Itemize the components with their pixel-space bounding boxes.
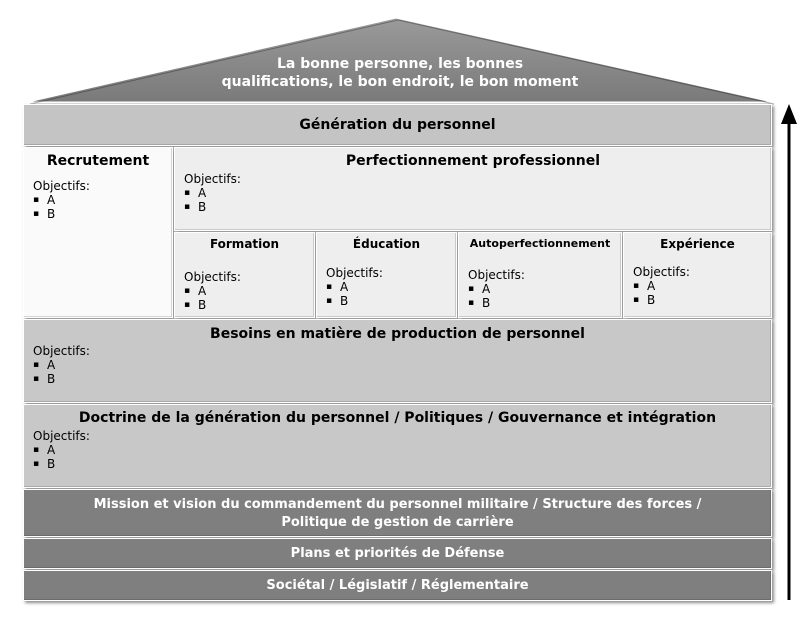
autoperfectionnement-panel <box>458 232 622 318</box>
societal-title: Sociétal / Législatif / Réglementaire <box>266 578 529 593</box>
upward-arrow-icon <box>781 104 797 600</box>
education-panel <box>316 232 457 318</box>
roof-line-1: La bonne personne, les bonnes <box>276 56 524 72</box>
autoperfectionnement-objectives <box>468 268 525 310</box>
experience-objectives <box>633 265 690 307</box>
list-item: ▪ B <box>33 207 90 221</box>
besoins-objectives <box>33 344 90 386</box>
list-item: ▪ A <box>33 443 90 457</box>
besoins-objectives-label: Objectifs: <box>33 344 90 358</box>
perfectionnement-objectives <box>184 172 241 214</box>
perfectionnement-panel <box>174 147 772 231</box>
doctrine-objectives-label: Objectifs: <box>33 429 90 443</box>
formation-panel <box>174 232 315 318</box>
experience-title: Expérience <box>660 237 735 251</box>
list-item: ▪ B <box>326 294 383 308</box>
doctrine-band <box>23 404 772 488</box>
perfectionnement-title: Perfectionnement professionnel <box>345 153 601 169</box>
formation-objectives-label: Objectifs: <box>184 270 241 284</box>
list-item: ▪ A <box>184 284 241 298</box>
autoperfectionnement-objectives-label: Objectifs: <box>468 268 525 282</box>
list-item: ▪ B <box>33 457 90 471</box>
besoins-band <box>23 319 772 403</box>
roof-caption <box>150 55 650 91</box>
list-item: ▪ A <box>33 193 90 207</box>
plans-title: Plans et priorités de Défense <box>290 546 505 561</box>
list-item: ▪ A <box>326 280 383 294</box>
list-item: ▪ B <box>633 293 690 307</box>
roof-line-2: qualifications, le bon endroit, le bon moment <box>221 74 579 90</box>
list-item: ▪ B <box>184 298 241 312</box>
education-objectives <box>326 266 383 308</box>
besoins-title: Besoins en matière de production de personnel <box>210 326 585 342</box>
plans-band <box>23 538 772 569</box>
list-item: ▪ A <box>184 186 241 200</box>
experience-panel <box>623 232 772 318</box>
mission-line-2: Politique de gestion de carrière <box>281 515 514 530</box>
list-item: ▪ B <box>33 372 90 386</box>
experience-objectives-label: Objectifs: <box>633 265 690 279</box>
mission-line-1: Mission et vision du commandement du personnel militaire / Structure des forces / <box>93 497 702 512</box>
list-item: ▪ B <box>184 200 241 214</box>
list-item: ▪ B <box>468 296 525 310</box>
recrutement-objectives <box>33 179 90 221</box>
doctrine-title: Doctrine de la génération du personnel / Politiques / Gouvernance et intégration <box>78 410 717 426</box>
societal-band <box>23 570 772 601</box>
recrutement-panel <box>23 147 173 318</box>
recrutement-objectives-label: Objectifs: <box>33 179 90 193</box>
perfectionnement-objectives-label: Objectifs: <box>184 172 241 186</box>
education-title: Éducation <box>352 237 421 251</box>
generation-band <box>23 104 772 146</box>
list-item: ▪ A <box>468 282 525 296</box>
autoperfectionnement-title: Autoperfectionnement <box>469 237 611 250</box>
generation-title: Génération du personnel <box>299 117 496 133</box>
formation-objectives <box>184 270 241 312</box>
list-item: ▪ A <box>633 279 690 293</box>
doctrine-objectives <box>33 429 90 471</box>
formation-title: Formation <box>209 237 280 251</box>
list-item: ▪ A <box>33 358 90 372</box>
recrutement-title: Recrutement <box>46 153 150 169</box>
education-objectives-label: Objectifs: <box>326 266 383 280</box>
mission-band <box>23 489 772 537</box>
